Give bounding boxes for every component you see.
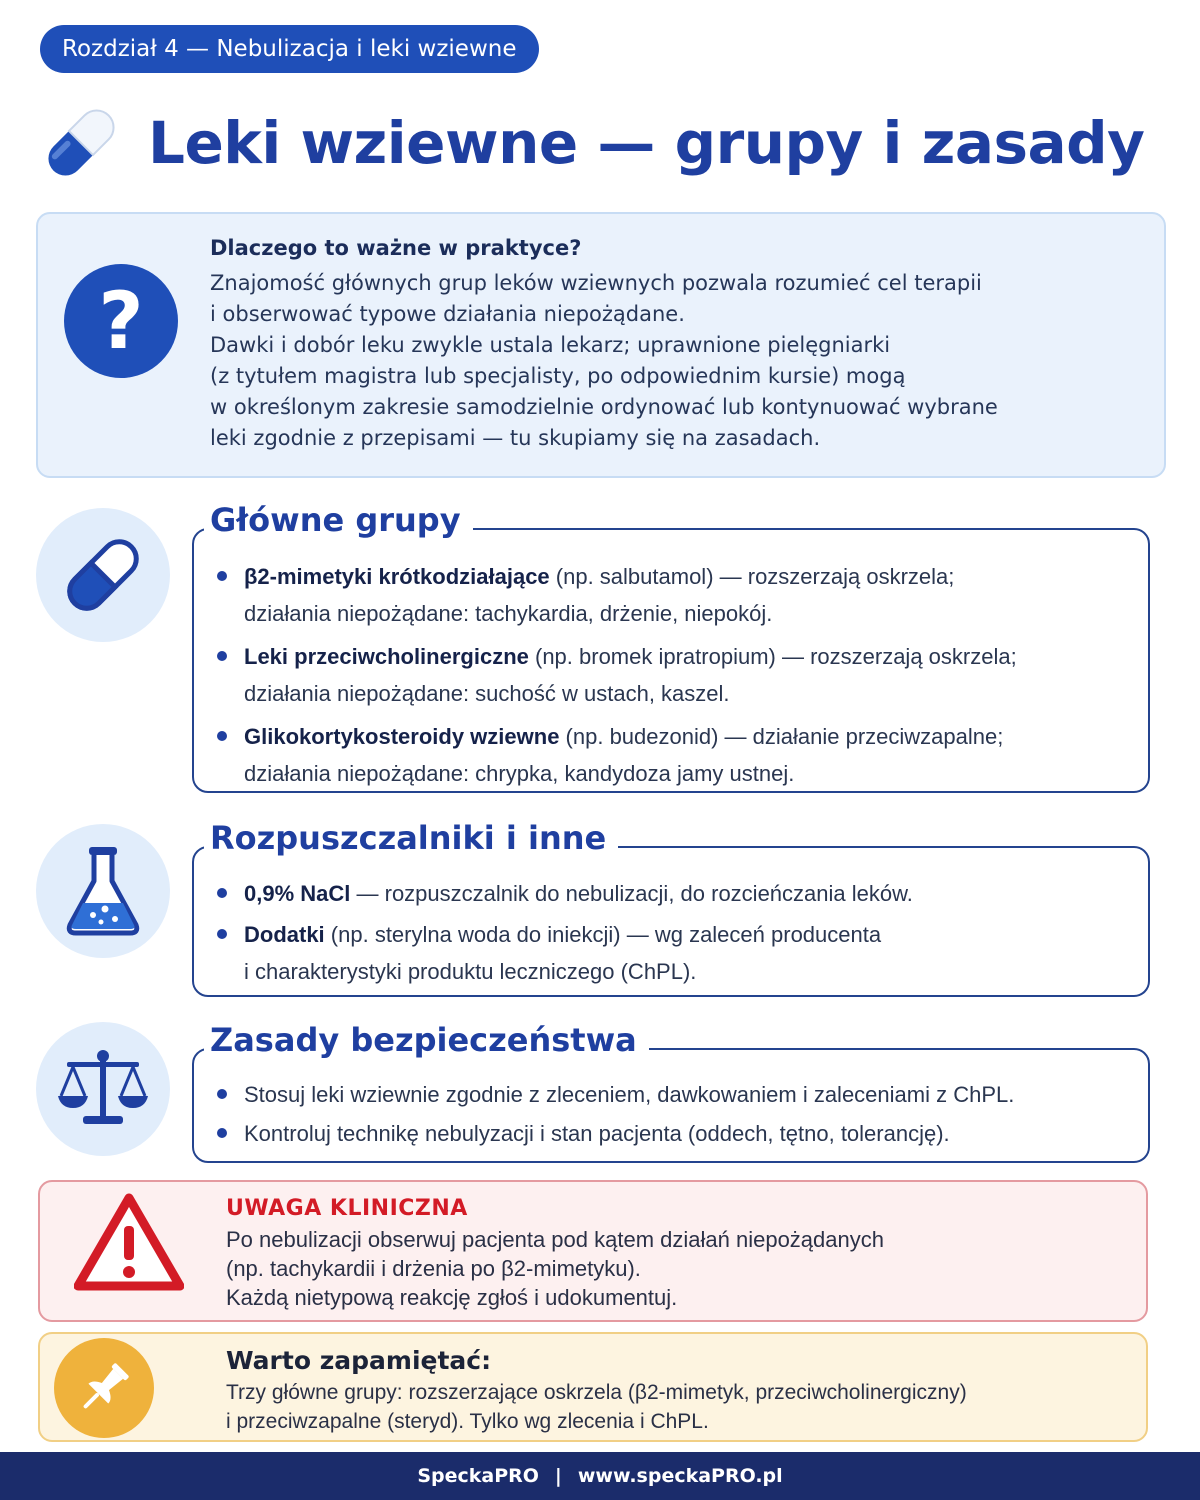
capsule-icon: [55, 527, 151, 623]
item-term: 0,9% NaCl: [244, 881, 351, 906]
list-item: [212, 1076, 1128, 1113]
item-term: Leki przeciwcholinergiczne: [244, 644, 529, 669]
capsule-icon: [36, 98, 126, 188]
note-line: i przeciwzapalne (steryd). Tylko wg zlecenia i ChPL.: [226, 1410, 709, 1433]
page-title: Leki wziewne — grupy i zasady: [148, 109, 1145, 177]
item-text: — rozpuszczalnik do nebulizacji, do rozcieńczania leków.: [350, 881, 913, 906]
info-line: Znajomość głównych grup leków wziewnych pozwala rozumieć cel terapii: [210, 271, 982, 295]
list-item: [212, 875, 1128, 912]
item-text: i charakterystyki produktu leczniczego (ChPL).: [244, 959, 697, 984]
flask-icon: [63, 843, 143, 939]
info-line: leki zgodnie z przepisami — tu skupiamy się na zasadach.: [210, 426, 821, 450]
info-line: Dawki i dobór leku zwykle ustala lekarz; uprawnione pielęgniarki: [210, 333, 891, 357]
svg-text:?: ?: [98, 277, 144, 367]
item-text: Stosuj leki wziewnie zgodnie z zleceniem, dawkowaniem i zaleceniami z ChPL.: [244, 1082, 1015, 1107]
remember-panel: [38, 1332, 1148, 1442]
footer: [0, 1452, 1200, 1500]
pushpin-icon: [54, 1338, 154, 1438]
footer-url[interactable]: www.speckaPRO.pl: [577, 1465, 783, 1487]
list-item: [212, 916, 1128, 990]
warning-icon: [74, 1192, 184, 1292]
warning-line: (np. tachykardii i drżenia po β2-mimetyku).: [226, 1256, 641, 1281]
title-row: [36, 98, 1176, 188]
note-heading: Warto zapamiętać:: [226, 1346, 492, 1375]
item-term: β2-mimetyki krótkodziałające: [244, 564, 550, 589]
safety-panel: [192, 1021, 1150, 1163]
info-panel: [36, 212, 1166, 478]
warning-line: Każdą nietypową reakcję zgłoś i udokumentuj.: [226, 1285, 678, 1310]
section-title: Główne grupy: [204, 500, 473, 540]
item-text: Kontroluj technikę nebulyzacji i stan pacjenta (oddech, tętno, tolerancję).: [244, 1121, 950, 1146]
bullet: [217, 1128, 227, 1138]
question-icon: [62, 262, 180, 380]
chapter-badge: Rozdział 4 — Nebulizacja i leki wziewne: [40, 25, 539, 73]
solvents-panel: [192, 819, 1150, 997]
list-item: [212, 1115, 1128, 1152]
footer-brand: SpeckaPRO: [417, 1465, 539, 1487]
item-text: działania niepożądane: suchość w ustach, kaszel.: [244, 681, 730, 706]
flask-icon-circle: [36, 824, 170, 958]
bullet: [217, 731, 227, 741]
list-item: [212, 718, 1128, 792]
item-text: (np. budezonid) — działanie przeciwzapalne;: [559, 724, 1004, 749]
main-groups-panel: [192, 501, 1150, 793]
bullet: [217, 929, 227, 939]
list-item: [212, 558, 1128, 632]
warning-heading: UWAGA KLINICZNA: [226, 1196, 468, 1221]
bullet: [217, 888, 227, 898]
info-line: w określonym zakresie samodzielnie ordynować lub kontynuować wybrane: [210, 395, 998, 419]
bullet: [217, 1089, 227, 1099]
item-text: (np. sterylna woda do iniekcji) — wg zaleceń producenta: [324, 922, 882, 947]
warning-line: Po nebulizacji obserwuj pacjenta pod kątem działań niepożądanych: [226, 1227, 884, 1252]
info-heading: Dlaczego to ważne w praktyce?: [210, 236, 582, 260]
scales-icon: [55, 1044, 151, 1134]
item-text: działania niepożądane: tachykardia, drżenie, niepokój.: [244, 601, 773, 626]
bullet: [217, 651, 227, 661]
note-line: Trzy główne grupy: rozszerzające oskrzela (β2-mimetyk, przeciwcholinergiczny): [226, 1381, 967, 1404]
item-term: Glikokortykosteroidy wziewne: [244, 724, 560, 749]
list-item: [212, 638, 1128, 712]
item-text: (np. salbutamol) — rozszerzają oskrzela;: [549, 564, 955, 589]
footer-separator: |: [554, 1465, 562, 1487]
info-line: i obserwować typowe działania niepożądane.: [210, 302, 685, 326]
item-text: działania niepożądane: chrypka, kandydoza jamy ustnej.: [244, 761, 795, 786]
clinical-warning-panel: [38, 1180, 1148, 1322]
item-text: (np. bromek ipratropium) — rozszerzają oskrzela;: [528, 644, 1017, 669]
section-title: Rozpuszczalniki i inne: [204, 818, 618, 858]
scales-icon-circle: [36, 1022, 170, 1156]
bullet: [217, 571, 227, 581]
capsule-icon-circle: [36, 508, 170, 642]
item-term: Dodatki: [244, 922, 325, 947]
section-title: Zasady bezpieczeństwa: [204, 1020, 649, 1060]
info-line: (z tytułem magistra lub specjalisty, po odpowiednim kursie) mogą: [210, 364, 906, 388]
